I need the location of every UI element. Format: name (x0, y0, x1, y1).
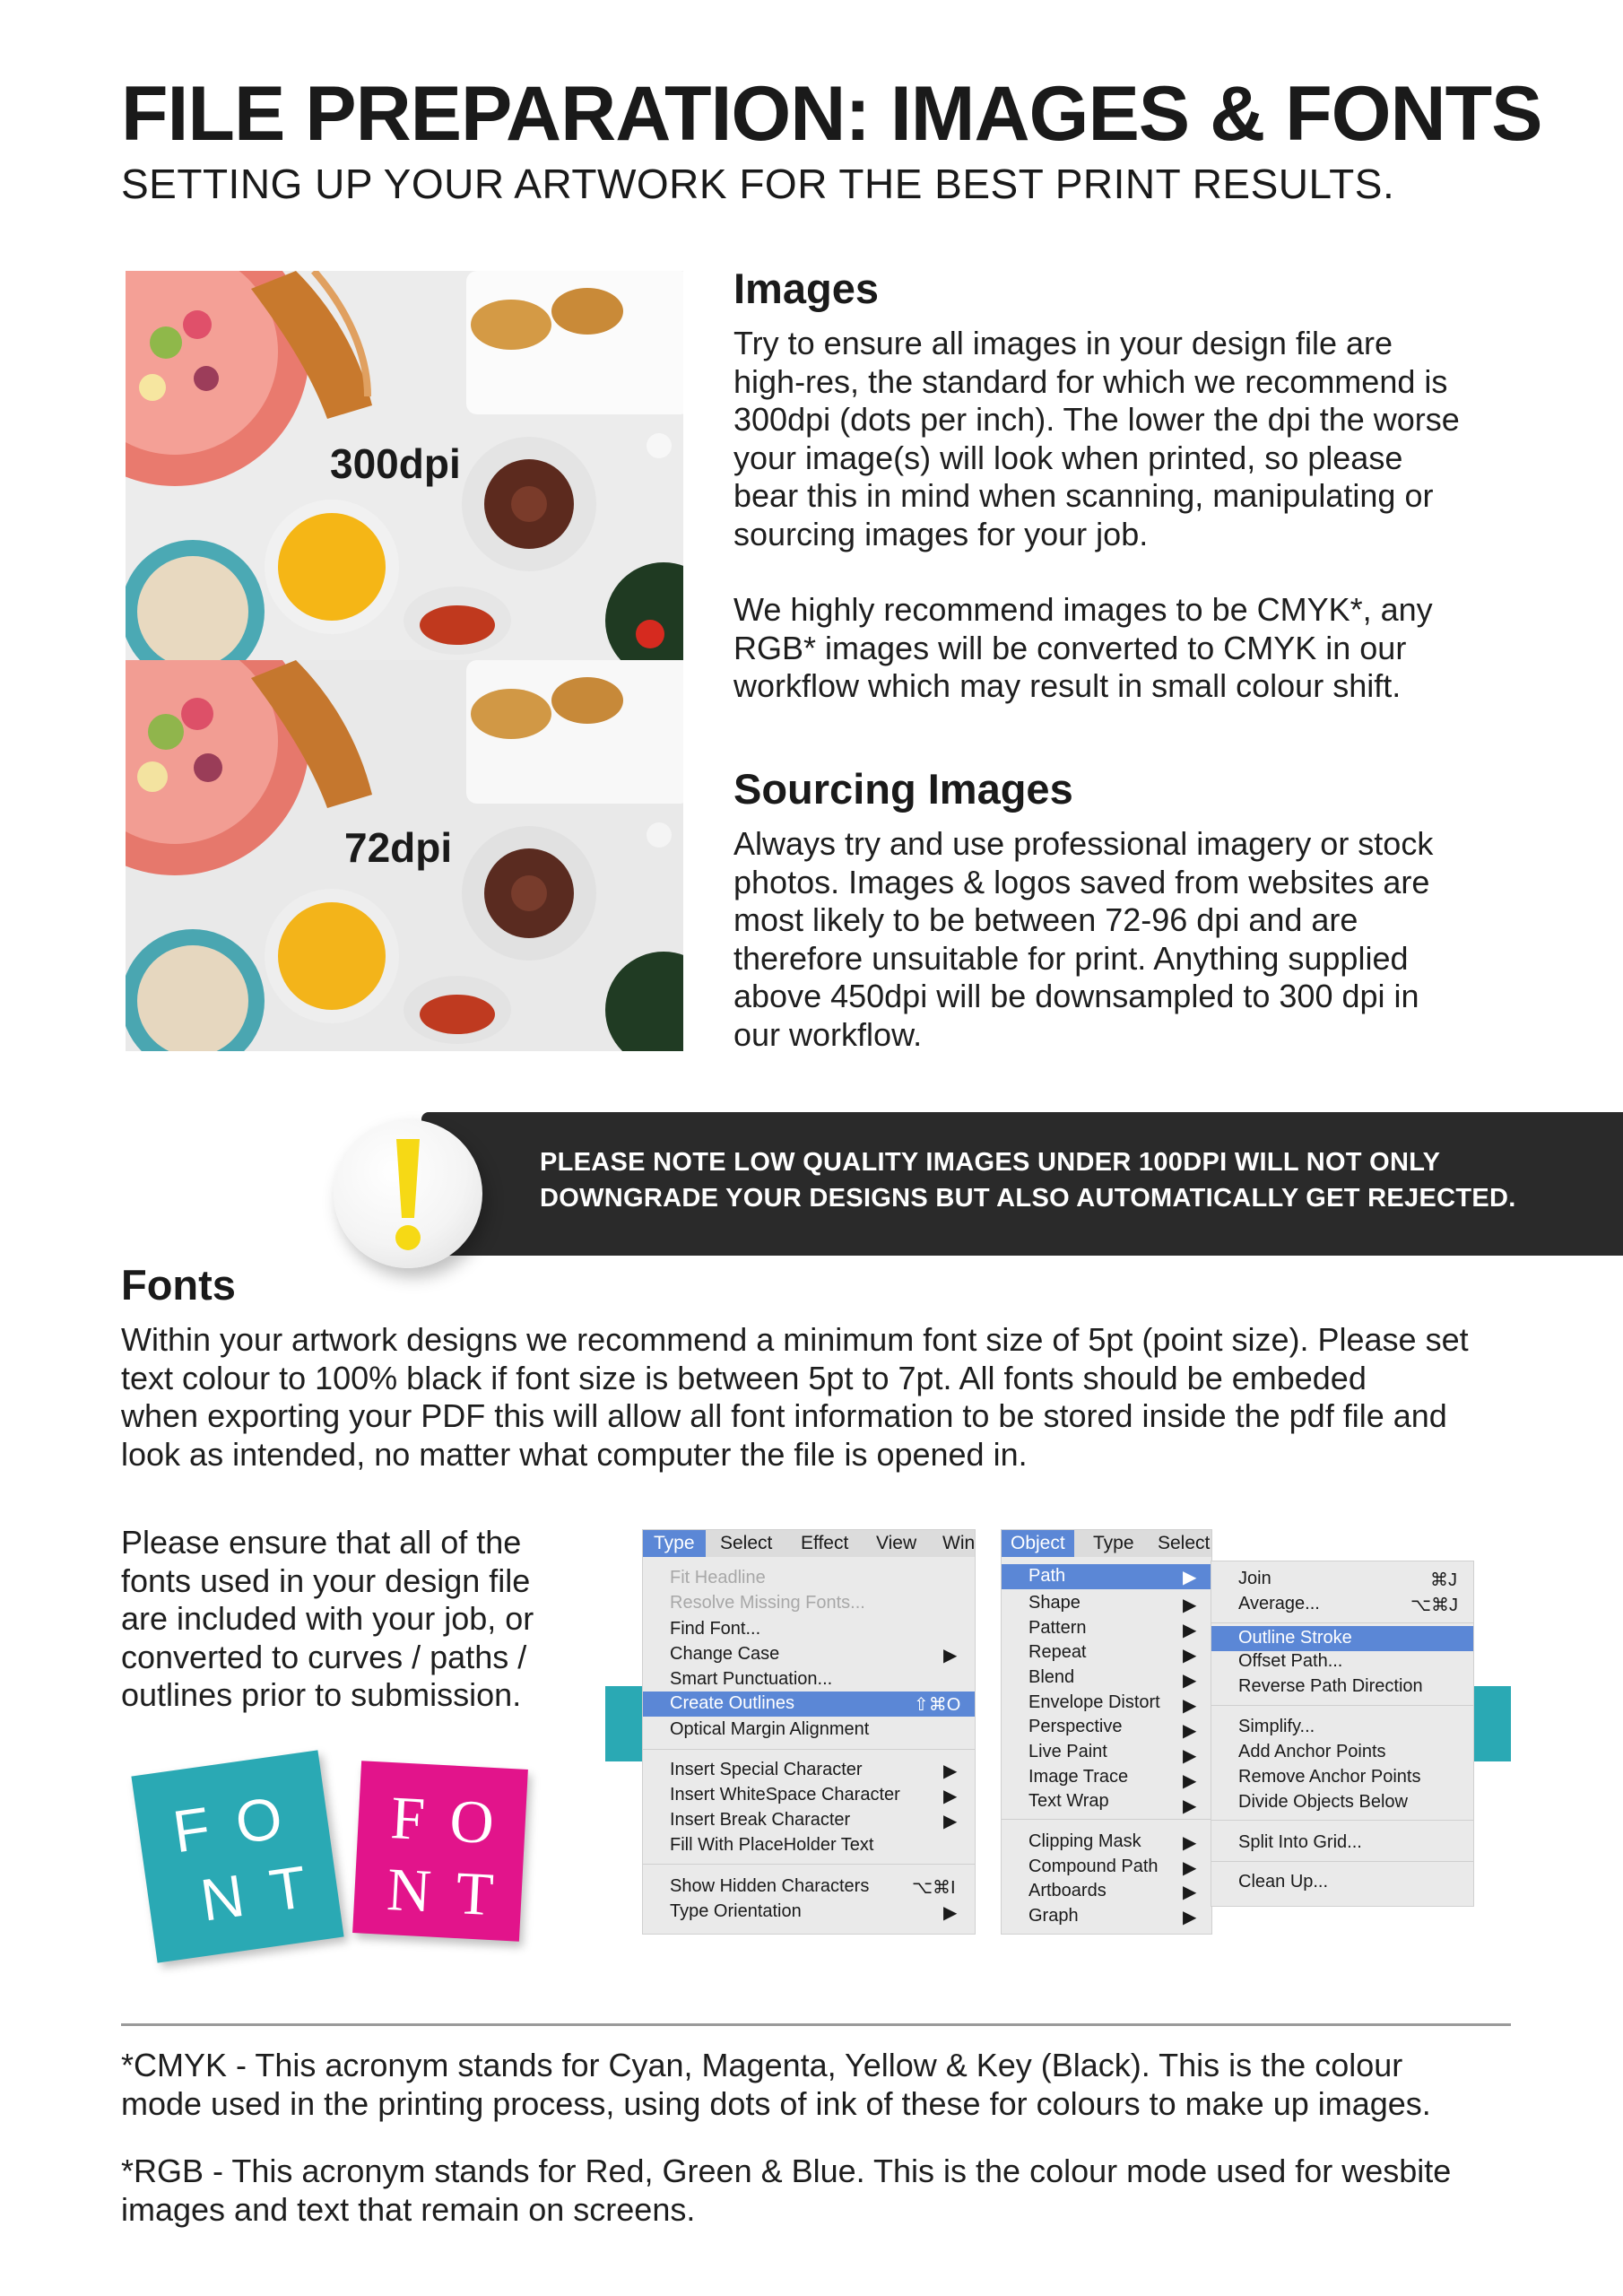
text-line: sourcing images for your job. (733, 515, 1149, 552)
type-menu (642, 1529, 976, 1935)
photo-72dpi-label: 72dpi (344, 824, 453, 871)
menu-item-create-outlines[interactable] (643, 1692, 975, 1717)
menu-item-outline-stroke[interactable] (1211, 1626, 1473, 1651)
menu-shortcut: ⌥⌘I (912, 1878, 956, 1898)
tile-pink-row-2: NT (385, 1855, 521, 1930)
menu-item-pattern[interactable]: Pattern (1028, 1618, 1087, 1638)
teal-band-left (605, 1686, 646, 1761)
menu-item-label: Outline Stroke (1238, 1628, 1352, 1648)
font-tile-pink (352, 1761, 528, 1941)
menu-item-envelope-distort[interactable]: Envelope Distort (1028, 1692, 1160, 1712)
text-line: Within your artwork designs we recommend a minimum font size of 5pt (point size). Please set (121, 1321, 1469, 1358)
submenu-arrow-icon: ▶ (943, 1903, 958, 1923)
menu-item-blend[interactable]: Blend (1028, 1667, 1075, 1687)
menu-item-reverse-path[interactable]: Reverse Path Direction (1238, 1676, 1423, 1696)
fonts-ensure-paragraph (121, 1524, 587, 1715)
menubar-view[interactable]: View (876, 1533, 917, 1553)
fonts-paragraph (121, 1321, 1520, 1474)
path-submenu (1211, 1561, 1474, 1907)
font-tile-teal (131, 1750, 343, 1962)
menu-item-repeat[interactable]: Repeat (1028, 1642, 1087, 1662)
menu-item-artboards[interactable]: Artboards (1028, 1881, 1107, 1900)
menu-item-graph[interactable]: Graph (1028, 1906, 1079, 1926)
text-line: converted to curves / paths / (121, 1638, 527, 1675)
menu-item-split-grid[interactable]: Split Into Grid... (1238, 1832, 1362, 1852)
menu-separator (1211, 1861, 1473, 1862)
menu-item-clean-up[interactable]: Clean Up... (1238, 1872, 1329, 1892)
type-menubar (643, 1530, 975, 1557)
menu-item-type-orientation[interactable]: Type Orientation (670, 1901, 802, 1921)
submenu-arrow-icon: ▶ (943, 1812, 958, 1831)
menubar-type[interactable]: Type (1093, 1533, 1134, 1553)
text-line: 300dpi (dots per inch). The lower the dpi the worse (733, 401, 1460, 438)
menu-separator (1211, 1705, 1473, 1706)
menu-item-offset-path[interactable]: Offset Path... (1238, 1651, 1343, 1671)
menu-shortcut: ⇧⌘O (914, 1695, 961, 1715)
sourcing-paragraph (733, 825, 1541, 1054)
sourcing-heading: Sourcing Images (733, 765, 1073, 813)
text-line: photos. Images & logos saved from websites are (733, 863, 1430, 900)
text-line: therefore unsuitable for print. Anything supplied (733, 939, 1409, 977)
rgb-footnote (121, 2152, 1556, 2229)
fonts-heading: Fonts (121, 1261, 236, 1309)
menu-item-average[interactable]: Average... (1238, 1594, 1320, 1613)
text-line: Please ensure that all of the (121, 1524, 522, 1561)
object-menu (1001, 1529, 1212, 1935)
menu-item-image-trace[interactable]: Image Trace (1028, 1767, 1129, 1787)
menubar-object[interactable]: Object (1002, 1530, 1074, 1557)
text-line: mode used in the printing process, using dots of ink of these for colours to make up images. (121, 2084, 1431, 2122)
menu-item-remove-anchor[interactable]: Remove Anchor Points (1238, 1767, 1421, 1787)
notice-line: DOWNGRADE YOUR DESIGNS BUT ALSO AUTOMATICALLY GET REJECTED. (540, 1184, 1516, 1213)
menu-item-compound-path[interactable]: Compound Path (1028, 1857, 1159, 1876)
text-line: *RGB - This acronym stands for Red, Green & Blue. This is the colour mode used for wesbite (121, 2152, 1452, 2189)
menubar-effect[interactable]: Effect (801, 1533, 849, 1553)
submenu-arrow-icons: ▶ ▶ ▶ ▶ ▶ ▶ ▶ ▶ ▶ (1183, 1596, 1197, 1816)
menu-item-change-case[interactable]: Change Case (670, 1644, 780, 1664)
menu-item-add-anchor[interactable]: Add Anchor Points (1238, 1742, 1386, 1761)
text-line: outlines prior to submission. (121, 1676, 522, 1713)
text-line: most likely to be between 72-96 dpi and are (733, 901, 1358, 938)
menu-shortcut: ⌥⌘J (1410, 1596, 1459, 1615)
page-subtitle: SETTING UP YOUR ARTWORK FOR THE BEST PRINT RESULTS. (121, 161, 1395, 207)
menu-separator (1211, 1820, 1473, 1821)
menu-item-divide-objects[interactable]: Divide Objects Below (1238, 1792, 1408, 1812)
notice-text (540, 1144, 1571, 1216)
notice-line: PLEASE NOTE LOW QUALITY IMAGES UNDER 100DPI WILL NOT ONLY (540, 1148, 1441, 1177)
submenu-arrow-icon: ▶ (943, 1646, 958, 1665)
menu-item-label: Path (1028, 1566, 1066, 1586)
submenu-arrow-icons: ▶ ▶ ▶ ▶ (1183, 1833, 1197, 1927)
menu-separator (643, 1749, 975, 1750)
text-line: look as intended, no matter what computer the file is opened in. (121, 1435, 1028, 1473)
exclamation-icon (334, 1119, 482, 1268)
menu-separator (643, 1864, 975, 1865)
tile-teal-row-2: NT (196, 1848, 338, 1934)
footnote-divider (121, 2023, 1511, 2026)
text-line: bear this in mind when scanning, manipulating or (733, 477, 1434, 514)
text-line: Try to ensure all images in your design file are (733, 325, 1393, 361)
menubar-select[interactable]: Select (720, 1533, 773, 1553)
menu-item-clipping-mask[interactable]: Clipping Mask (1028, 1831, 1141, 1851)
submenu-arrow-icon: ▶ (943, 1787, 958, 1806)
submenu-arrow-icon: ▶ (943, 1761, 958, 1781)
menu-item-insert-break[interactable]: Insert Break Character (670, 1810, 851, 1830)
menubar-window[interactable]: Win (942, 1533, 976, 1553)
tile-pink-row-1: FO (388, 1783, 521, 1858)
text-line: our workflow. (733, 1015, 923, 1053)
menu-item-label: Create Outlines (670, 1693, 794, 1713)
object-menubar (1002, 1530, 1211, 1557)
menu-item-fit-headline[interactable]: Fit Headline (670, 1568, 766, 1587)
text-line: images and text that remain on screens. (121, 2190, 696, 2228)
menu-item-smart-punctuation[interactable]: Smart Punctuation... (670, 1669, 833, 1689)
menu-shortcut: ⌘J (1430, 1570, 1457, 1590)
tile-teal-row-1: FO (169, 1779, 313, 1866)
menu-item-optical-margin[interactable]: Optical Margin Alignment (670, 1719, 870, 1739)
page-title: FILE PREPARATION: IMAGES & FONTS (121, 71, 1542, 157)
menu-item-fill-placeholder[interactable]: Fill With PlaceHolder Text (670, 1835, 874, 1855)
submenu-arrow-icon: ▶ (1183, 1568, 1197, 1587)
text-line: text colour to 100% black if font size is between 5pt to 7pt. All fonts should be embeded (121, 1359, 1367, 1396)
menu-item-path[interactable] (1002, 1564, 1211, 1589)
text-line: fonts used in your design file (121, 1561, 531, 1599)
menu-item-shape[interactable]: Shape (1028, 1593, 1081, 1613)
text-line: high-res, the standard for which we recommend is (733, 362, 1448, 400)
photo-300dpi-label: 300dpi (330, 440, 461, 487)
menu-item-join[interactable]: Join (1238, 1569, 1271, 1588)
menu-item-insert-whitespace[interactable]: Insert WhiteSpace Character (670, 1785, 900, 1805)
menu-item-simplify[interactable]: Simplify... (1238, 1717, 1315, 1736)
text-line: your image(s) will look when printed, so please (733, 439, 1403, 476)
text-line: when exporting your PDF this will allow all font information to be stored inside the pdf file and (121, 1397, 1447, 1434)
menu-separator (1211, 1622, 1473, 1623)
menu-item-find-font[interactable]: Find Font... (670, 1619, 761, 1639)
menu-separator (1002, 1819, 1211, 1820)
images-paragraph-2 (733, 591, 1541, 706)
text-line: are included with your job, or (121, 1600, 534, 1637)
menu-item-show-hidden[interactable]: Show Hidden Characters (670, 1876, 870, 1896)
menubar-type[interactable]: Type (643, 1530, 706, 1557)
menubar-select[interactable]: Select (1158, 1533, 1211, 1553)
text-line: We highly recommend images to be CMYK*, any (733, 591, 1433, 628)
text-line: Always try and use professional imagery or stock (733, 825, 1434, 862)
images-paragraph-1 (733, 325, 1541, 553)
teal-band-right (1471, 1686, 1511, 1761)
images-heading: Images (733, 265, 879, 312)
menu-item-perspective[interactable]: Perspective (1028, 1717, 1123, 1736)
menu-item-live-paint[interactable]: Live Paint (1028, 1742, 1107, 1761)
text-line: workflow which may result in small colour shift. (733, 667, 1402, 704)
text-line: *CMYK - This acronym stands for Cyan, Magenta, Yellow & Key (Black). This is the colour (121, 2047, 1403, 2083)
cmyk-footnote (121, 2047, 1556, 2123)
menu-item-resolve-fonts[interactable]: Resolve Missing Fonts... (670, 1593, 865, 1613)
menu-item-text-wrap[interactable]: Text Wrap (1028, 1791, 1109, 1811)
menu-item-insert-special[interactable]: Insert Special Character (670, 1760, 863, 1779)
text-line: RGB* images will be converted to CMYK in our (733, 629, 1407, 666)
text-line: above 450dpi will be downsampled to 300 dpi in (733, 978, 1419, 1014)
